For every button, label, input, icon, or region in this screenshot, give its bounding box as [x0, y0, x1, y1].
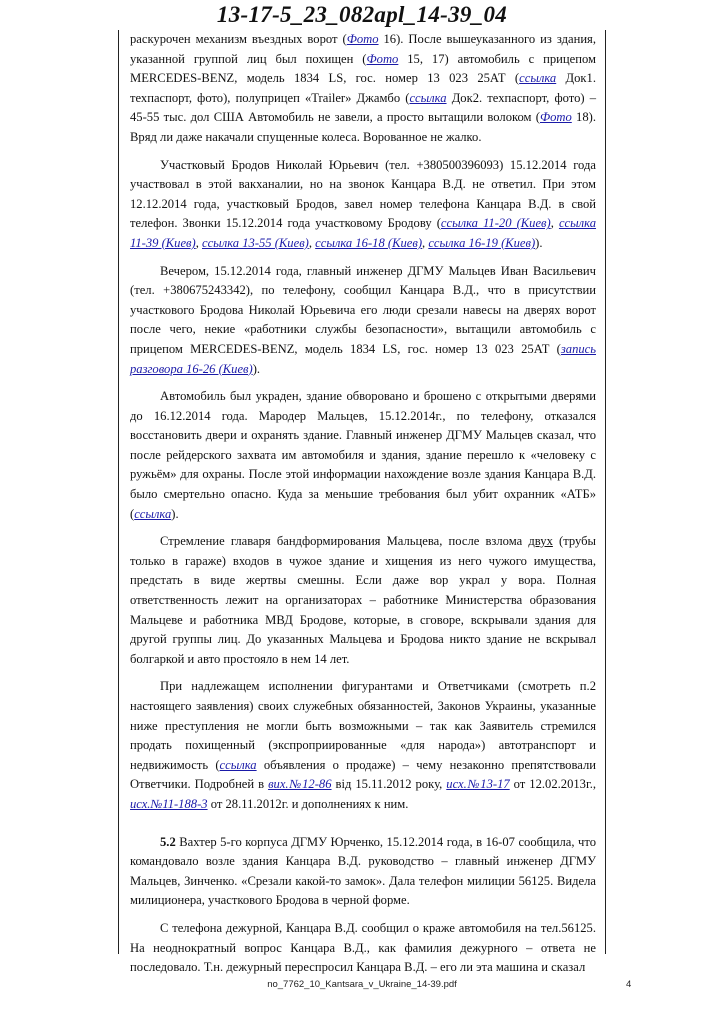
text: Док1. техпаспорт, фото), полуприцеп «Trailer» Джамбо (	[130, 71, 596, 105]
paragraph-6	[130, 677, 596, 814]
document-header-title: 13-17-5_23_082apl_14-39_04	[216, 2, 508, 27]
outgoing-letter-link[interactable]: вих.№12-86	[268, 777, 332, 792]
paragraph-1	[130, 30, 596, 148]
text: ).	[171, 506, 179, 521]
paragraph-8	[130, 919, 596, 978]
text: от 28.11.2012г. и дополнениях к ним.	[207, 796, 409, 811]
audio-link[interactable]: ссылка 11-39 (Киев)	[130, 216, 597, 250]
paragraph-3	[130, 262, 596, 380]
text: ).	[535, 235, 543, 250]
text: Вечером, 15.12.2014 года, главный инженер ДГМУ Мальцев Иван Васильевич (тел. +380675243342), по телефону, сообщил Канцара В.Д., что в присутствии участкового Бродова Николай Юрьевича его люди срезали навесы на дверях ворот после чего, некие «работники службы безопасности», вытащили автомобиль с прицепом MERCEDES-BENZ, модель 1834 LS, гос. номер 13 023 25АТ (	[130, 263, 596, 356]
section-number: 5.2	[160, 834, 176, 849]
text: объявления о продаже) – чему незаконно препятствовали Ответчики. Подробней в	[130, 757, 596, 792]
text: Автомобиль был украден, здание обворовано и брошено с открытыми дверями до 16.12.2014 года. Мародер Мальцев, 15.12.2014г., по телефону, отказался восстановить двери и охранять здание. Главный инженер ДГМУ Мальцев сказал, что после рейдерского захвата им автомобиля и здания, здание перешло к «человеку с ружьём» для охраны. После этой информации нахождение возле здания Канцара В.Д. было смертельно опасно. Куда за меньшие требования был убит охранник «АТБ» (	[130, 389, 596, 521]
news-link[interactable]: ссылка	[134, 506, 172, 521]
outgoing-letter-link[interactable]: исх.№13-17	[446, 777, 510, 792]
text: Стремление главаря бандформирования Мальцева, после взлома	[160, 534, 529, 549]
audio-link[interactable]: запись разговора 16-26 (Киев)	[130, 341, 596, 376]
doc-link[interactable]: ссылка	[519, 71, 557, 86]
document-body	[130, 30, 596, 986]
text: С телефона дежурной, Канцара В.Д. сообщил о краже автомобиля на тел.56125. На неоднократный вопрос Канцара В.Д., как фамилия дежурного – ответа не последовало. Т.н. дежурный переспросил Канцара В.Д. – его ли эта машина и сказал	[130, 920, 596, 975]
photo-link[interactable]: Фото	[346, 32, 379, 46]
text: від 15.11.2012 року,	[331, 777, 447, 792]
separator: ,	[550, 216, 559, 231]
outgoing-letter-link[interactable]: исх.№11-188-3	[130, 796, 208, 811]
paragraph-section-5-2	[130, 833, 596, 911]
text: 16). После вышеуказанного из здания, указанной группой лиц был похищен (	[130, 32, 596, 66]
doc-link[interactable]: ссылка	[409, 90, 447, 105]
audio-link[interactable]: ссылка 13-55 (Киев)	[202, 235, 309, 250]
separator: ,	[422, 235, 429, 250]
text: Участковый Бродов Николай Юрьевич (тел. +380500396093) 15.12.2014 года участвовал в этой вакханалии, но на звонок Канцара В.Д. не ответил. При этом 12.12.2014 года, участковый Бродов, завел номер телефона Канцара В.Д. в свой телефон. Звонки 15.12.2014 года участковому Бродову (	[130, 157, 596, 231]
paragraph-2	[130, 156, 596, 254]
text: При надлежащем исполнении фигурантами и Ответчиками (смотреть п.2 настоящего заявления) своих служебных обязанностей, Законов Украины, указанные ниже преступления не могли быть возможными – так как Заявитель стремился продать похищенный (экспроприированные «для народа») автотранспорт и недвижимость (	[130, 679, 596, 772]
text: от 12.02.2013г.,	[509, 777, 596, 792]
text: 18). Вряд ли даже накачали спущенные колеса. Ворованное не жалко.	[130, 110, 596, 144]
separator: ,	[308, 235, 316, 250]
paragraph-4	[130, 387, 596, 524]
audio-link[interactable]: ссылка 16-18 (Киев)	[315, 235, 423, 250]
sale-ad-link[interactable]: ссылка	[219, 757, 257, 772]
photo-link[interactable]: Фото	[539, 110, 572, 125]
text: раскурочен механизм въездных ворот (	[130, 32, 347, 46]
text: (трубы только в гараже) входов в чужое здание и хищения из него чужого имущества, предстать в виде жертвы смешны. Если даже вор украл у вора. Полная ответственность лежит на организаторах – работнике Министерства образования Мальцеве и работника МВД Бродове, которые, в сговоре, вскрывали здания для другой группы лиц. До указанных Мальцева и Бродова никто здание не вскрывал болгаркой и авто простояло в нем 14 лет.	[130, 534, 596, 666]
underlined-word: двух	[528, 534, 553, 549]
footer-filename: no_7762_10_Kantsara_v_Ukraine_14-39.pdf	[267, 979, 457, 990]
audio-link[interactable]: ссылка 11-20 (Киев)	[440, 216, 551, 231]
text: 15, 17) автомобиль с прицепом MERCEDES-BENZ, модель 1834 LS, гос. номер 13 023 25АТ (	[130, 51, 596, 86]
separator: ,	[195, 235, 202, 250]
text: Док2. техпаспорт, фото) – 45-55 тыс. дол США Автомобиль не завели, а просто вытащили волоком (	[130, 90, 597, 125]
paragraph-5	[130, 532, 596, 669]
page-number: 4	[626, 979, 632, 990]
text: ).	[252, 361, 261, 376]
photo-link[interactable]: Фото	[366, 51, 399, 66]
audio-link[interactable]: ссылка 16-19 (Киев)	[428, 235, 536, 250]
text: Вахтер 5-го корпуса ДГМУ Юрченко, 15.12.2014 года, в 16-07 сообщила, что командовало возле здания Канцара В.Д. руководство – главный инженер ДГМУ Мальцев, Зинченко. «Срезали какой-то замок». Дала телефон милиции 56125. Видела милиционера, участкового Бродова в черной форме.	[130, 834, 596, 908]
